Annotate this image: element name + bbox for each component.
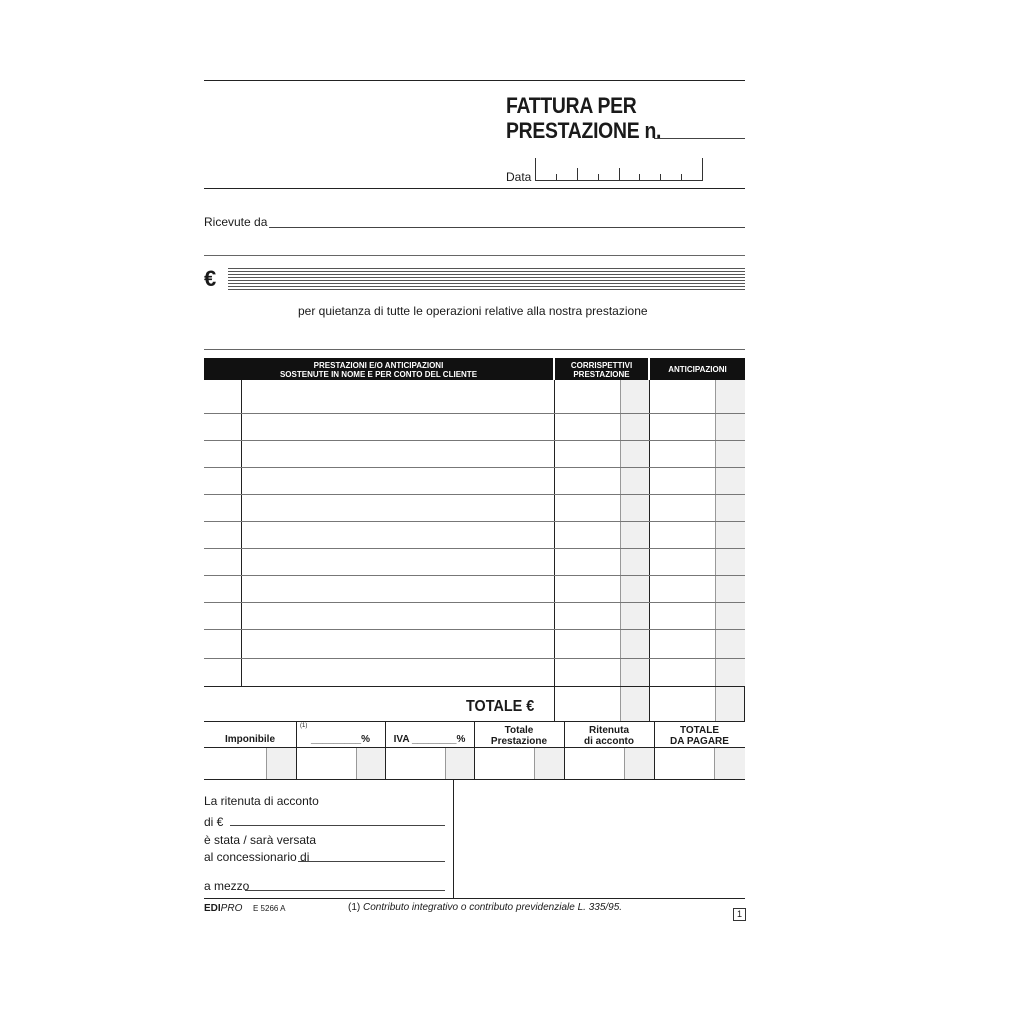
header-bottom-rule (204, 188, 745, 189)
top-rule (204, 80, 745, 81)
totale-pagare-field[interactable] (715, 748, 745, 779)
imponibile-field[interactable] (267, 748, 296, 779)
withholding-line4: al concessionario di (204, 850, 310, 864)
footer-rule (204, 898, 745, 899)
table-total-label: TOTALE € (466, 698, 535, 715)
page-number: 1 (733, 908, 746, 921)
table-top-rule (204, 349, 745, 350)
footnote-marker: (1) (300, 723, 308, 729)
table-vline-col2 (554, 380, 555, 721)
table-vline-col2-dec (620, 380, 621, 721)
withholding-amount-field[interactable] (230, 825, 445, 826)
invoice-number-field[interactable] (654, 138, 745, 139)
table-row (204, 629, 745, 630)
summary-dec-vline (445, 748, 446, 779)
mezzo-field[interactable] (245, 890, 445, 891)
table-vline-right (744, 686, 745, 721)
summary-vline (474, 721, 475, 779)
table-row (204, 467, 745, 468)
table-header-col3: ANTICIPAZIONI (650, 358, 745, 380)
withholding-divider (453, 779, 454, 899)
table-col2-decimals (621, 380, 649, 721)
table-row (204, 575, 745, 576)
euro-symbol: € (204, 266, 217, 291)
withholding-line1: La ritenuta di acconto (204, 794, 319, 808)
totale-prestazione-field[interactable] (535, 748, 564, 779)
footnote: (1) Contributo integrativo o contributo previdenziale L. 335/95. (348, 902, 623, 913)
summary-dec-vline (266, 748, 267, 779)
summary-dec-vline (356, 748, 357, 779)
table-vline-col3 (649, 380, 650, 721)
date-field[interactable] (535, 158, 703, 181)
received-from-field[interactable] (269, 227, 745, 228)
quittance-text: per quietanza di tutte le operazioni relative alla nostra prestazione (298, 304, 648, 318)
iva-field[interactable] (446, 748, 474, 779)
summary-dec-vline (624, 748, 625, 779)
withholding-line2: di € (204, 815, 224, 829)
iva-label: IVA ________% (393, 734, 466, 745)
table-col3-decimals (716, 380, 745, 721)
table-row (204, 413, 745, 414)
withholding-line3: è stata / sarà versata (204, 833, 317, 847)
summary-vline (385, 721, 386, 779)
table-row (204, 602, 745, 603)
table-row (204, 521, 745, 522)
percent-label: _________% (311, 734, 370, 745)
summary-vline (654, 721, 655, 779)
received-bottom-rule (204, 255, 745, 256)
date-label: Data (506, 170, 532, 184)
table-header-col1: PRESTAZIONI E/O ANTICIPAZIONI SOSTENUTE IN NOME E PER CONTO DEL CLIENTE (204, 358, 553, 380)
summary-vline (564, 721, 565, 779)
table-row (204, 548, 745, 549)
imponibile-label: Imponibile (225, 734, 275, 745)
withholding-line5: a mezzo (204, 879, 250, 893)
received-from-label: Ricevute da (204, 215, 268, 229)
summary-vline (296, 721, 297, 779)
summary-dec-vline (714, 748, 715, 779)
percent-field[interactable] (357, 748, 385, 779)
table-total-rule (204, 686, 745, 687)
summary-dec-vline (534, 748, 535, 779)
summary-bottom-rule (204, 779, 745, 780)
table-vline-col3-dec (715, 380, 716, 721)
document-title-line1: FATTURA PER (506, 93, 637, 118)
form-code: E 5266 A (253, 904, 286, 913)
table-header-col2: CORRISPETTIVI PRESTAZIONE (555, 358, 648, 380)
table-row (204, 440, 745, 441)
concessionario-field[interactable] (298, 861, 445, 862)
brand-logo: EDIPRO (204, 903, 243, 914)
ritenuta-field[interactable] (625, 748, 654, 779)
table-row (204, 494, 745, 495)
table-row (204, 658, 745, 659)
document-title-line2: PRESTAZIONE n. (506, 118, 662, 143)
table-vline-index (241, 380, 242, 686)
